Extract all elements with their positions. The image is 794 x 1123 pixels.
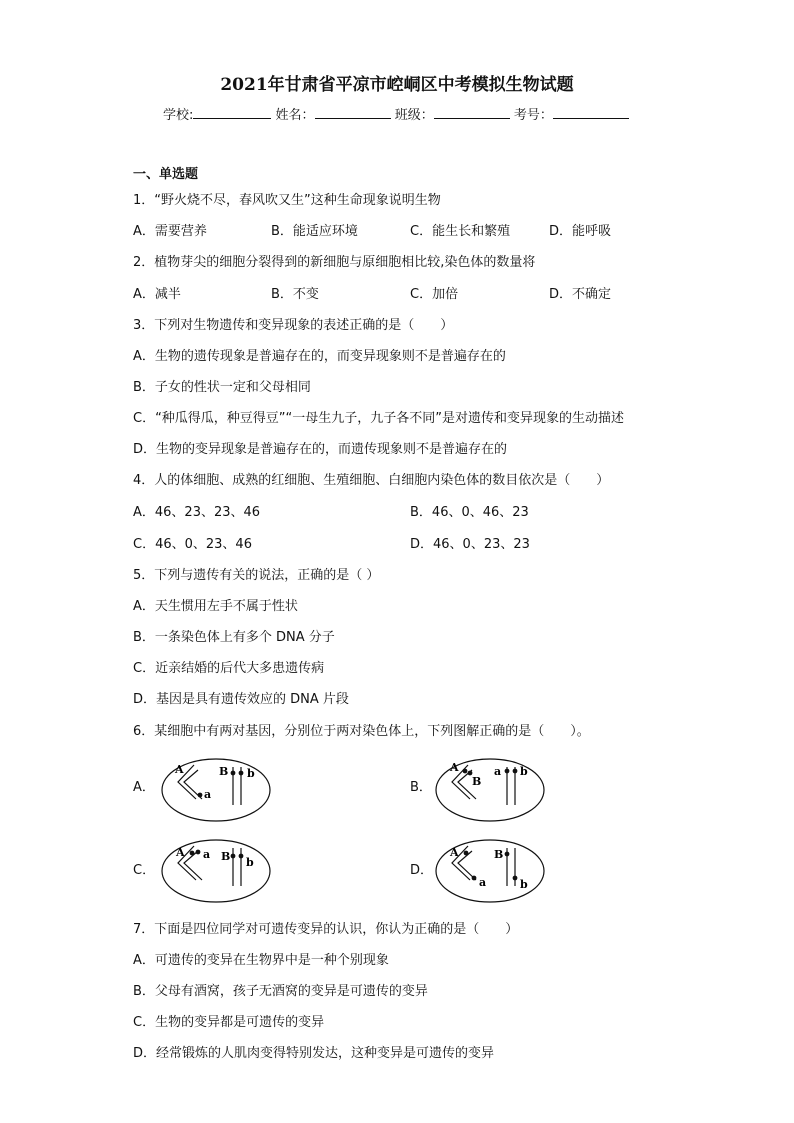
question-3-stem: 3．下列对生物遗传和变异现象的表述正确的是（ ） bbox=[133, 318, 454, 333]
page-title: 2021年甘肃省平凉市崆峒区中考模拟生物试题 bbox=[220, 75, 574, 95]
question-5-stem: 5．下列与遗传有关的说法，正确的是（ ） bbox=[133, 568, 380, 583]
gene-label-A: A bbox=[450, 761, 459, 774]
question-1-stem: 1．“野火烧不尽，春风吹又生”这种生命现象说明生物 bbox=[133, 193, 441, 208]
gene-locus-b bbox=[239, 854, 244, 859]
question-1-option-a[interactable]: A．需要营养 bbox=[133, 224, 207, 239]
class-label: 班级： bbox=[394, 108, 434, 123]
question-3-option-a[interactable]: A．生物的遗传现象是普遍存在的，而变异现象则不是普遍存在的 bbox=[133, 349, 506, 364]
gene-locus-A bbox=[463, 769, 468, 774]
gene-locus-B bbox=[505, 852, 510, 857]
gene-label-a: a bbox=[479, 876, 487, 889]
question-7-option-a[interactable]: A．可遗传的变异在生物界中是一种个别现象 bbox=[133, 953, 389, 968]
question-2-option-a[interactable]: A．减半 bbox=[133, 287, 181, 302]
gene-label-B: B bbox=[219, 765, 229, 778]
gene-label-b: b bbox=[247, 767, 255, 780]
question-1-option-c[interactable]: C．能生长和繁殖 bbox=[410, 224, 511, 239]
question-2-option-d[interactable]: D．不确定 bbox=[549, 287, 612, 302]
question-4-option-c[interactable]: C．46、0、23、46 bbox=[133, 537, 252, 552]
question-5-option-d[interactable]: D．基因是具有遗传效应的 DNA 片段 bbox=[133, 692, 349, 707]
gene-label-a: a bbox=[204, 788, 212, 801]
question-2-stem: 2．植物芽尖的细胞分裂得到的新细胞与原细胞相比较,染色体的数量将 bbox=[133, 255, 536, 270]
name-blank[interactable] bbox=[315, 106, 391, 119]
gene-locus-b bbox=[513, 769, 518, 774]
question-6-option-b[interactable]: B． bbox=[410, 780, 432, 795]
chromosome-1-sister bbox=[458, 851, 476, 880]
question-4-option-b[interactable]: B．46、0、46、23 bbox=[410, 505, 529, 520]
gene-label-b: b bbox=[520, 765, 528, 778]
name-label: 姓名： bbox=[275, 108, 315, 123]
question-1-option-b[interactable]: B．能适应环境 bbox=[271, 224, 358, 239]
question-5-option-a[interactable]: A．天生惯用左手不属于性状 bbox=[133, 599, 298, 614]
diagram-a[interactable] bbox=[160, 757, 272, 823]
gene-label-A: A bbox=[450, 846, 459, 859]
gene-locus-a bbox=[472, 876, 477, 881]
question-4-option-d[interactable]: D．46、0、23、23 bbox=[410, 537, 530, 552]
gene-label-b: b bbox=[246, 856, 254, 869]
gene-locus-B bbox=[231, 854, 236, 859]
gene-locus-a bbox=[198, 793, 203, 798]
question-5-option-c[interactable]: C．近亲结婚的后代大多患遗传病 bbox=[133, 661, 325, 676]
gene-locus-B bbox=[231, 771, 236, 776]
diagram-d[interactable] bbox=[434, 838, 546, 904]
question-6-stem: 6．某细胞中有两对基因，分别位于两对染色体上，下列图解正确的是（ ）。 bbox=[133, 724, 590, 739]
student-info-line bbox=[163, 104, 629, 123]
question-3-option-c[interactable]: C．“种瓜得瓜，种豆得豆”“一母生九子，九子各不同”是对遗传和变异现象的生动描述 bbox=[133, 411, 625, 426]
question-3-option-b[interactable]: B．子女的性状一定和父母相同 bbox=[133, 380, 311, 395]
gene-locus-a bbox=[505, 769, 510, 774]
question-7-option-b[interactable]: B．父母有酒窝，孩子无酒窝的变异是可遗传的变异 bbox=[133, 984, 428, 999]
gene-label-b: b bbox=[520, 878, 528, 891]
question-5-option-b[interactable]: B．一条染色体上有多个 DNA 分子 bbox=[133, 630, 335, 645]
school-blank[interactable] bbox=[193, 106, 271, 119]
gene-label-B: B bbox=[221, 850, 231, 863]
gene-locus-b bbox=[513, 876, 518, 881]
diagram-b[interactable] bbox=[434, 757, 546, 823]
gene-locus-A bbox=[464, 851, 469, 856]
chromosome-1-sister bbox=[184, 851, 202, 880]
gene-label-a: a bbox=[494, 765, 502, 778]
question-7-option-d[interactable]: D．经常锻炼的人肌肉变得特别发达，这种变异是可遗传的变异 bbox=[133, 1046, 495, 1061]
number-blank[interactable] bbox=[553, 106, 629, 119]
gene-locus-b bbox=[239, 771, 244, 776]
gene-label-A: A bbox=[175, 763, 184, 776]
question-6-option-a[interactable]: A． bbox=[133, 780, 155, 795]
question-1-option-d[interactable]: D．能呼吸 bbox=[549, 224, 612, 239]
class-blank[interactable] bbox=[434, 106, 510, 119]
question-6-option-c[interactable]: C． bbox=[133, 863, 156, 878]
diagram-c[interactable] bbox=[160, 838, 272, 904]
question-4-stem: 4．人的体细胞、成熟的红细胞、生殖细胞、白细胞内染色体的数目依次是（ ） bbox=[133, 473, 610, 488]
gene-locus-A bbox=[190, 851, 195, 856]
school-label: 学校: bbox=[163, 108, 194, 123]
question-6-option-d[interactable]: D． bbox=[410, 863, 434, 878]
section-heading: 一、单选题 bbox=[133, 167, 199, 182]
gene-label-A: A bbox=[176, 846, 185, 859]
gene-label-B: B bbox=[494, 848, 504, 861]
question-7-stem: 7．下面是四位同学对可遗传变异的认识，你认为正确的是（ ） bbox=[133, 922, 519, 937]
question-2-option-b[interactable]: B．不变 bbox=[271, 287, 319, 302]
question-7-option-c[interactable]: C．生物的变异都是可遗传的变异 bbox=[133, 1015, 325, 1030]
question-2-option-c[interactable]: C．加倍 bbox=[410, 287, 459, 302]
number-label: 考号： bbox=[513, 108, 553, 123]
gene-label-B: B bbox=[472, 775, 482, 788]
gene-locus-a bbox=[196, 850, 201, 855]
question-4-option-a[interactable]: A．46、23、23、46 bbox=[133, 505, 261, 520]
gene-label-a: a bbox=[203, 848, 211, 861]
question-3-option-d[interactable]: D．生物的变异现象是普遍存在的，而遗传现象则不是普遍存在的 bbox=[133, 442, 508, 457]
